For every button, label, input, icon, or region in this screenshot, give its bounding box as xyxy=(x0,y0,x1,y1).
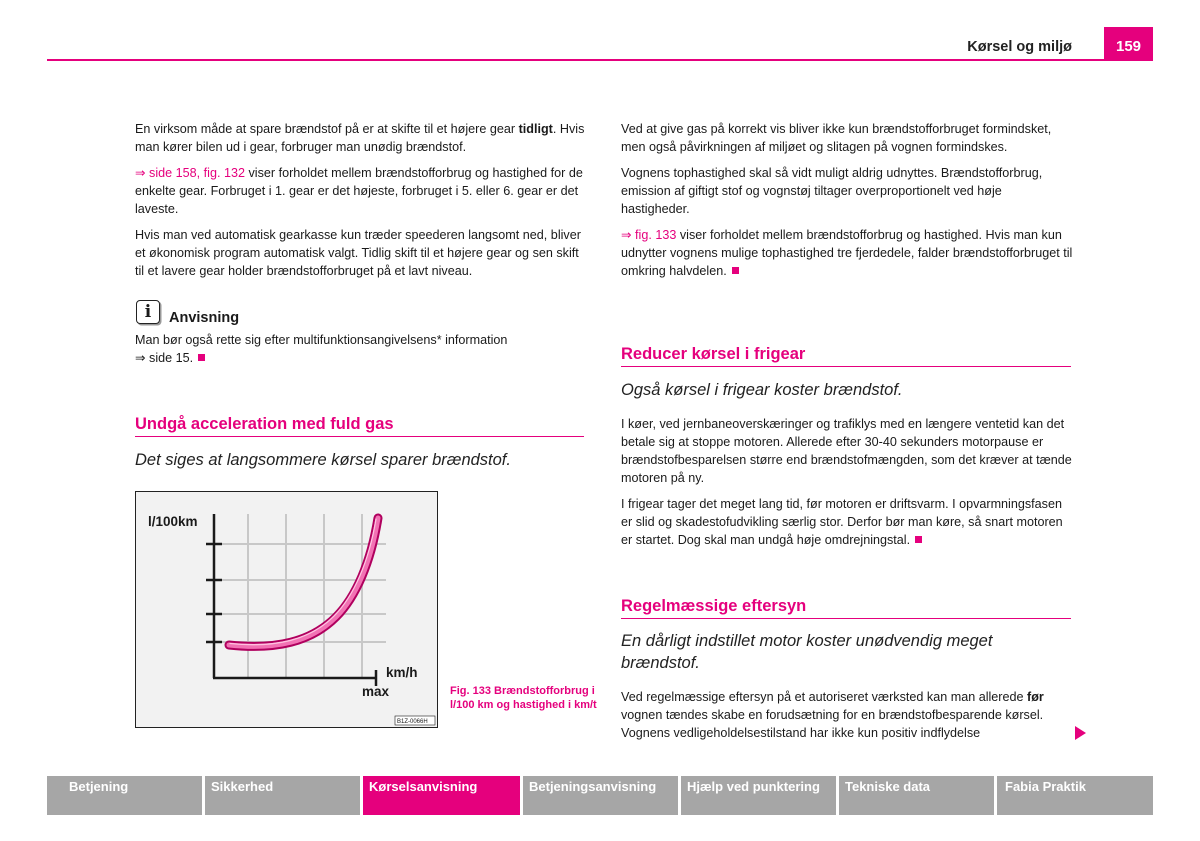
tab-hjaelp-ved-punktering[interactable] xyxy=(681,776,836,815)
tab-label: Hjælp ved punktering xyxy=(687,779,820,794)
heading-text: Reducer kørsel i frigear xyxy=(621,345,1071,367)
text: viser forholdet mellem brændstofforbrug og hastighed. Hvis man kun udnytter vognens mulige tophastighed tre fjerdedele, falder brændstofforbruget til omkring halvdelen. xyxy=(621,228,1073,278)
tab-betjening[interactable] xyxy=(47,776,202,815)
text: . Hvis man kører bilen ud i gear, forbruger man unødig brændstof. xyxy=(135,122,585,154)
paragraph xyxy=(135,164,587,218)
section-subtitle: En dårligt indstillet motor koster unødvendig meget brændstof. xyxy=(621,632,993,672)
tab-label: Tekniske data xyxy=(845,779,931,794)
section-subtitle: Det siges at langsommere kørsel sparer brændstof. xyxy=(135,451,511,469)
tab-sikkerhed[interactable] xyxy=(205,776,360,815)
paragraph xyxy=(621,495,1073,549)
heading-text: Regelmæssige eftersyn xyxy=(621,597,1071,619)
end-marker-icon xyxy=(732,267,739,274)
tab-tekniske-data[interactable] xyxy=(839,776,994,815)
tab-betjeningsanvisning[interactable] xyxy=(523,776,678,815)
heading-text: Undgå acceleration med fuld gas xyxy=(135,415,584,437)
header-divider xyxy=(47,59,1153,61)
y-axis-label: l/100km xyxy=(148,514,198,529)
tab-label: Kørselsanvisning xyxy=(369,779,478,794)
paragraph: Vognens tophastighed skal så vidt muligt aldrig udnyttes. Brændstofforbrug, emission af giftigt stof og vognstøj tiltager overproportionelt ved høje hastigheder. xyxy=(621,166,1043,216)
chapter-tabs xyxy=(47,776,1153,815)
left-column xyxy=(135,120,587,280)
end-marker-icon xyxy=(198,354,205,361)
paragraph: Ved at give gas på korrekt vis bliver ikke kun brændstofforbruget formindsket, men også påvirkningen af miljøet og slitagen på vognen formindskes. xyxy=(621,122,1052,154)
continue-arrow-icon[interactable] xyxy=(1075,726,1086,740)
section-body xyxy=(621,415,1073,549)
chapter-title: Kørsel og miljø xyxy=(967,39,1072,55)
figure-caption: Fig. 133 Brændstofforbrug i l/100 km og hastighed i km/t xyxy=(450,685,597,711)
section-heading xyxy=(621,597,1071,619)
note-text: Man bør også rette sig efter multifunktionsangivelsens* information xyxy=(135,333,508,347)
section-subtitle: Også kørsel i frigear koster brændstof. xyxy=(621,381,903,399)
paragraph: I køer, ved jernbaneoverskæringer og trafiklys med en længere ventetid kan det betale sig at stoppe motoren. Allerede efter 30-40 sekunders motorpause er brændstofbesparelsen større end brændstofmængden, som det kræver at tænde motoren på ny. xyxy=(621,417,1072,485)
note-text xyxy=(135,349,587,367)
consumption-graph-figure xyxy=(135,491,438,728)
end-marker-icon xyxy=(915,536,922,543)
text: Ved regelmæssige eftersyn på et autoriseret værksted kan man allerede xyxy=(621,690,1028,704)
paragraph xyxy=(621,226,1073,280)
text: En virksom måde at spare brændstof på er at skifte til et højere gear xyxy=(135,122,519,136)
bold-text: tidligt xyxy=(518,122,553,136)
cross-reference-link[interactable]: ⇒ side 158, fig. 132 xyxy=(135,166,245,180)
section-heading xyxy=(135,415,584,437)
tab-fabia-praktik[interactable] xyxy=(997,776,1153,815)
paragraph xyxy=(135,120,587,156)
text: I frigear tager det meget lang tid, før motoren er driftsvarm. I opvarmningsfasen er slid og skadestofudvikling særlig stor. Derfor bør man køre, så snart motoren er startet. Dog skal man undgå høje omdrejningstal. xyxy=(621,497,1063,547)
tab-label: Betjeningsanvisning xyxy=(529,779,657,794)
tab-korselsanvisning[interactable] xyxy=(363,776,520,815)
paragraph xyxy=(621,688,1073,742)
tab-label: Betjening xyxy=(69,779,129,794)
page-number: 159 xyxy=(1104,27,1153,60)
cross-reference-link[interactable]: ⇒ side 15. xyxy=(135,351,194,365)
tab-label: Sikkerhed xyxy=(211,779,274,794)
info-icon: i xyxy=(136,300,160,324)
paragraph: Hvis man ved automatisk gearkasse kun træder speederen langsomt ned, bliver et økonomisk program automatisk valgt. Tidlig skift til et højere gear og sen skift til et lavere gear holder brændstofforbruget på et lavt niveau. xyxy=(135,228,581,278)
consumption-graph xyxy=(136,492,437,727)
right-column xyxy=(621,120,1073,280)
figure-code: B1Z-0066H xyxy=(397,719,428,725)
note-title: Anvisning xyxy=(169,310,240,326)
text: vognen tændes skabe en forudsætning for en brændstofbesparende kørsel. Vognens vedligeholdelsestilstand har ikke kun positiv indflydelse xyxy=(621,708,1044,740)
cross-reference-link[interactable]: ⇒ fig. 133 xyxy=(621,228,677,242)
text: viser forholdet mellem brændstofforbrug og hastighed for de enkelte gear. Forbruget i 1. gear er det højeste, forbruget i 5. eller 6. gear er det laveste. xyxy=(135,166,583,216)
note-body xyxy=(135,331,587,367)
section-heading xyxy=(621,345,1071,367)
consumption-curve xyxy=(229,518,378,646)
tab-label: Fabia Praktik xyxy=(1005,779,1086,794)
bold-text: før xyxy=(1027,690,1044,704)
x-axis-max-label: max xyxy=(362,684,390,699)
section-body xyxy=(621,688,1073,742)
x-axis-label: km/h xyxy=(386,665,418,680)
